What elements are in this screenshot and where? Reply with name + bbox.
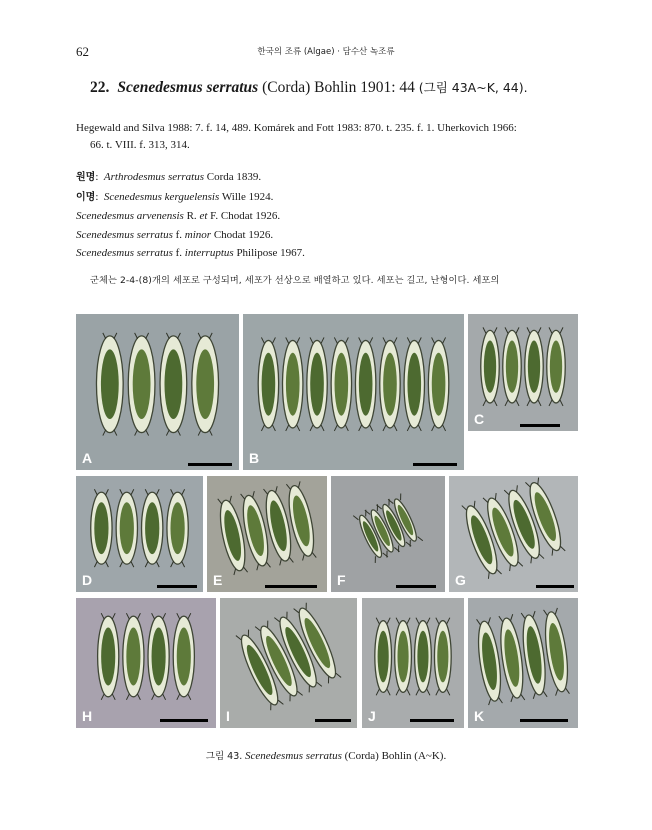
panel-label: H — [82, 708, 93, 724]
chloroplast — [506, 341, 518, 393]
chloroplast — [152, 627, 166, 685]
basionym-author: Corda 1839. — [206, 171, 262, 183]
colony-illustration — [468, 314, 578, 431]
colony-illustration — [76, 476, 203, 592]
panel-label: K — [474, 708, 485, 724]
chloroplast — [164, 349, 182, 419]
panel-label: A — [82, 450, 93, 466]
panel-label: D — [82, 572, 93, 588]
scale-bar — [520, 424, 560, 427]
description-text: 군체는 2-4-(8)개의 세포로 구성되며, 세포가 선상으로 배열하고 있다. 세포는 길고, 난형이다. 세포의 — [90, 275, 500, 286]
synonym-line — [76, 244, 581, 263]
synonym-name: Scenedesmus kerguelensis — [103, 190, 220, 203]
micrograph-panel-i — [220, 598, 357, 728]
colony-illustration — [207, 476, 327, 592]
scale-bar — [396, 585, 436, 588]
synonym-author: F. Chodat 1926. — [210, 210, 281, 222]
panel-label: E — [213, 572, 223, 588]
literature-references — [76, 120, 581, 154]
synonym-infra-name: minor — [184, 228, 212, 241]
colony-illustration — [331, 476, 445, 592]
figure-caption — [0, 748, 652, 762]
colony-illustration — [468, 598, 578, 728]
chloroplast — [484, 341, 496, 393]
synonym-rank: f. — [175, 228, 183, 241]
chloroplast — [432, 353, 446, 416]
micrograph-panel-d — [76, 476, 203, 592]
micrograph-panel-a — [76, 314, 239, 470]
chloroplast — [407, 353, 421, 416]
micrograph-panel-f — [331, 476, 445, 592]
scale-bar — [520, 719, 568, 722]
micrograph-panel-g — [449, 476, 578, 592]
chloroplast — [120, 502, 134, 554]
running-head: 한국의 조류 (Algae) · 담수산 녹조류 — [257, 47, 395, 57]
scale-bar — [265, 585, 317, 588]
micrograph-panel-j — [362, 598, 464, 728]
synonym-name: Scenedesmus arvenensis — [76, 210, 184, 222]
colony-illustration — [220, 598, 357, 728]
synonym-rank: f. — [175, 247, 183, 259]
synonym-label: 이명 — [76, 191, 96, 203]
species-figure-ref: (그림 43A~K, 44). — [418, 80, 528, 95]
synonym-line — [76, 207, 581, 226]
chloroplast — [262, 353, 276, 416]
synonym-line — [76, 226, 581, 245]
chloroplast — [177, 627, 191, 685]
synonym-name: Scenedesmus serratus — [76, 228, 173, 241]
scale-bar — [160, 719, 208, 722]
synonym-author: Philipose 1967. — [236, 247, 305, 259]
scale-bar — [536, 585, 574, 588]
synonym-et: et — [199, 210, 208, 222]
basionym-name: Arthrodesmus serratus — [103, 171, 205, 183]
chloroplast — [437, 631, 448, 683]
panel-label: J — [368, 708, 376, 724]
chloroplast — [170, 502, 184, 554]
colony-illustration — [362, 598, 464, 728]
species-scientific-name: Scenedesmus serratus — [117, 79, 259, 96]
basionym-label: 원명 — [76, 172, 96, 183]
micrograph-panel-k — [468, 598, 578, 728]
chloroplast — [94, 502, 108, 554]
references-line-1: Hegewald and Silva 1988: 7. f. 14, 489. Komárek and Fott 1983: 870. t. 235. f. 1. Uherkovich 1966: — [76, 122, 517, 134]
panel-label: F — [337, 572, 346, 588]
panel-label: C — [474, 411, 485, 427]
caption-authority: (Corda) Bohlin (A~K). — [344, 750, 447, 762]
references-line-2: 66. t. VIII. f. 313, 314. — [90, 139, 190, 151]
chloroplast — [196, 349, 214, 419]
chloroplast — [310, 353, 324, 416]
page-number: 62 — [76, 44, 89, 59]
species-number: 22. — [90, 79, 110, 96]
caption-prefix: 그림 43. — [205, 751, 243, 762]
species-title — [90, 78, 528, 97]
synonym-infra-name: interruptus — [184, 247, 234, 259]
scale-bar — [188, 463, 232, 466]
scale-bar — [315, 719, 351, 722]
species-authority: (Corda) Bohlin 1901: 44 — [262, 79, 415, 96]
chloroplast — [133, 349, 151, 419]
panel-label: I — [226, 708, 230, 724]
synonym-author: Chodat 1926. — [213, 228, 274, 241]
scale-bar — [410, 719, 454, 722]
synonym-list — [76, 168, 581, 263]
micrograph-panel-b — [243, 314, 464, 470]
colony-illustration — [243, 314, 464, 470]
chloroplast — [101, 349, 119, 419]
caption-species-name: Scenedesmus serratus — [245, 750, 342, 762]
chloroplast — [383, 353, 397, 416]
colony-illustration — [76, 598, 216, 728]
chloroplast — [126, 627, 140, 685]
micrograph-panel-h — [76, 598, 216, 728]
scale-bar — [157, 585, 197, 588]
chloroplast — [359, 353, 373, 416]
micrograph-panel-c — [468, 314, 578, 431]
chloroplast — [335, 353, 349, 416]
chloroplast — [145, 502, 159, 554]
colony-illustration — [449, 476, 578, 592]
micrograph-panel-e — [207, 476, 327, 592]
synonym-author: R. — [186, 210, 197, 222]
chloroplast — [417, 631, 428, 683]
chloroplast — [101, 627, 115, 685]
chloroplast — [550, 341, 562, 393]
chloroplast — [528, 341, 540, 393]
synonym-author: Wille 1924. — [221, 190, 274, 203]
chloroplast — [397, 631, 408, 683]
synonym-line: 이명: Scenedesmus kerguelensis Wille 1924. — [76, 190, 274, 203]
synonym-name: Scenedesmus serratus — [76, 247, 173, 259]
chloroplast — [378, 631, 389, 683]
panel-label: B — [249, 450, 260, 466]
panel-label: G — [455, 572, 466, 588]
chloroplast — [286, 353, 300, 416]
scale-bar — [413, 463, 457, 466]
basionym-line: 원명: Arthrodesmus serratus Corda 1839. — [76, 171, 262, 183]
colony-illustration — [76, 314, 239, 470]
